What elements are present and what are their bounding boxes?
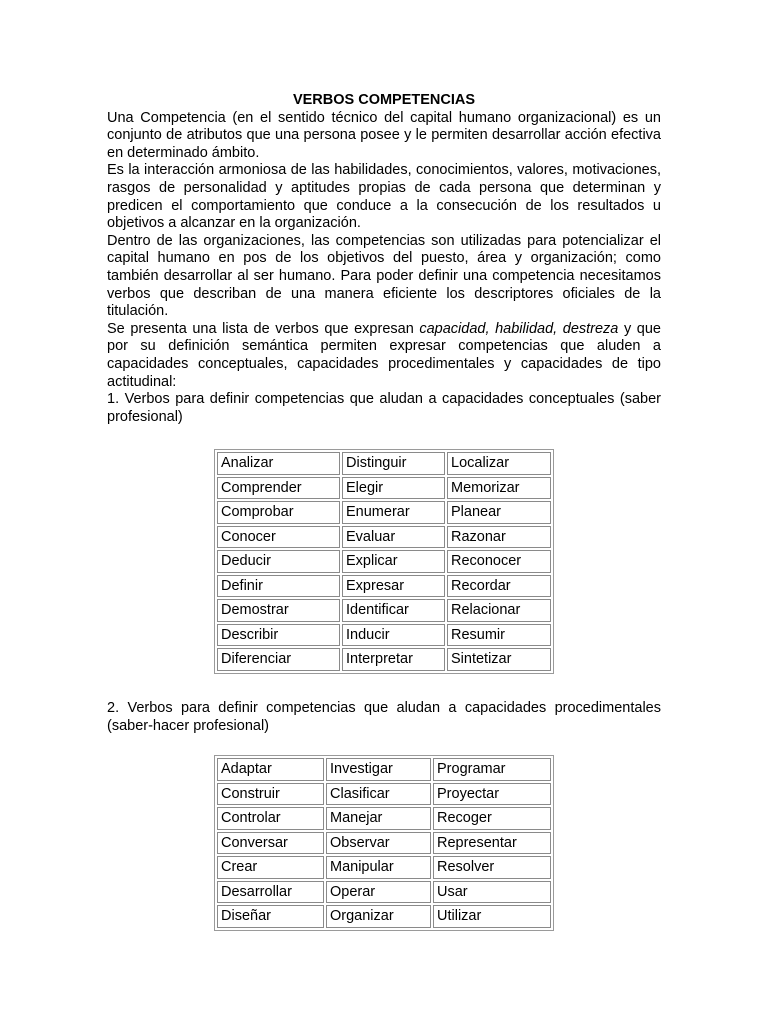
table-row [217,783,551,806]
table-cell: Comprender [217,477,340,500]
table-cell: Utilizar [433,905,551,928]
table-cell: Interpretar [342,648,445,671]
table-cell: Elegir [342,477,445,500]
table-cell: Resolver [433,856,551,879]
table-cell: Desarrollar [217,881,324,904]
section1-heading: 1. Verbos para definir competencias que aludan a capacidades conceptuales (saber profesional) [107,391,661,425]
table-row [217,477,551,500]
table-cell: Representar [433,832,551,855]
table-cell: Conocer [217,526,340,549]
paragraph-interaction: Es la interacción armoniosa de las habilidades, conocimientos, valores, motivaciones, rasgos de personalidad y aptitudes propias de cada persona que determinan y predicen el comportamiento que conduce a la consecución de los resultados u objetivos a alcanzar en la organización. [107,162,661,232]
table-cell: Enumerar [342,501,445,524]
table-cell: Controlar [217,807,324,830]
table-cell: Localizar [447,452,551,475]
table-row [217,501,551,524]
table-cell: Expresar [342,575,445,598]
table-cell: Manipular [326,856,431,879]
paragraph-definition: Una Competencia (en el sentido técnico del capital humano organizacional) es un conjunto de atributos que una persona posee y le permiten desarrollar acción efectiva en determinado ámbito. [107,109,661,161]
table-cell: Razonar [447,526,551,549]
table-row [217,881,551,904]
table-cell: Memorizar [447,477,551,500]
table-cell: Describir [217,624,340,647]
table-cell: Resumir [447,624,551,647]
conceptual-verbs-table [214,449,554,674]
table-cell: Evaluar [342,526,445,549]
table-row [217,856,551,879]
conceptual-verbs-table-wrap [214,449,554,674]
table-cell: Definir [217,575,340,598]
table-cell: Recordar [447,575,551,598]
table-row [217,526,551,549]
table-cell: Identificar [342,599,445,622]
table-cell: Deducir [217,550,340,573]
table-row [217,807,551,830]
table-row [217,550,551,573]
table-cell: Analizar [217,452,340,475]
document-body [107,92,661,426]
table-cell: Relacionar [447,599,551,622]
table-cell: Distinguir [342,452,445,475]
section2-heading: 2. Verbos para definir competencias que aludan a capacidades procedimentales (saber-hacer profesional) [107,700,661,734]
table-cell: Inducir [342,624,445,647]
paragraph-organizations: Dentro de las organizaciones, las competencias son utilizadas para potencializar el capital humano en pos de los objetivos del puesto, área y organización; como también desarrollar al ser humano. Para poder definir una competencia necesitamos verbos que describan de una manera eficiente los descriptores oficiales de la titulación. [107,232,661,320]
table-cell: Usar [433,881,551,904]
table-cell: Reconocer [447,550,551,573]
table-cell: Comprobar [217,501,340,524]
table-cell: Investigar [326,758,431,781]
table-row [217,905,551,928]
table-cell: Organizar [326,905,431,928]
table-cell: Sintetizar [447,648,551,671]
table-row [217,624,551,647]
table-cell: Clasificar [326,783,431,806]
table-row [217,758,551,781]
table-cell: Planear [447,501,551,524]
page-title: VERBOS COMPETENCIAS [292,92,476,108]
table-cell: Recoger [433,807,551,830]
table-row [217,648,551,671]
table-cell: Proyectar [433,783,551,806]
procedural-verbs-table [214,755,554,931]
table-cell: Explicar [342,550,445,573]
table-cell: Demostrar [217,599,340,622]
table-cell: Conversar [217,832,324,855]
paragraph-list-intro [107,321,661,391]
list-intro-start: Se presenta una lista de verbos que expresan [107,320,420,337]
table-cell: Construir [217,783,324,806]
table-cell: Operar [326,881,431,904]
table-row [217,452,551,475]
table-cell: Diseñar [217,905,324,928]
list-intro-italic: capacidad, habilidad, destreza [419,320,619,337]
table-cell: Observar [326,832,431,855]
table-cell: Diferenciar [217,648,340,671]
section2 [107,700,661,735]
table-row [217,575,551,598]
list-intro-end: y que por su definición semántica permiten expresar competencias que aluden a capacidades conceptuales, capacidades procedimentales y capacidades de tipo actitudinal: [107,320,661,390]
table-cell: Programar [433,758,551,781]
table-cell: Manejar [326,807,431,830]
procedural-verbs-table-wrap [214,755,554,931]
table-cell: Adaptar [217,758,324,781]
table-row [217,832,551,855]
table-cell: Crear [217,856,324,879]
table-row [217,599,551,622]
